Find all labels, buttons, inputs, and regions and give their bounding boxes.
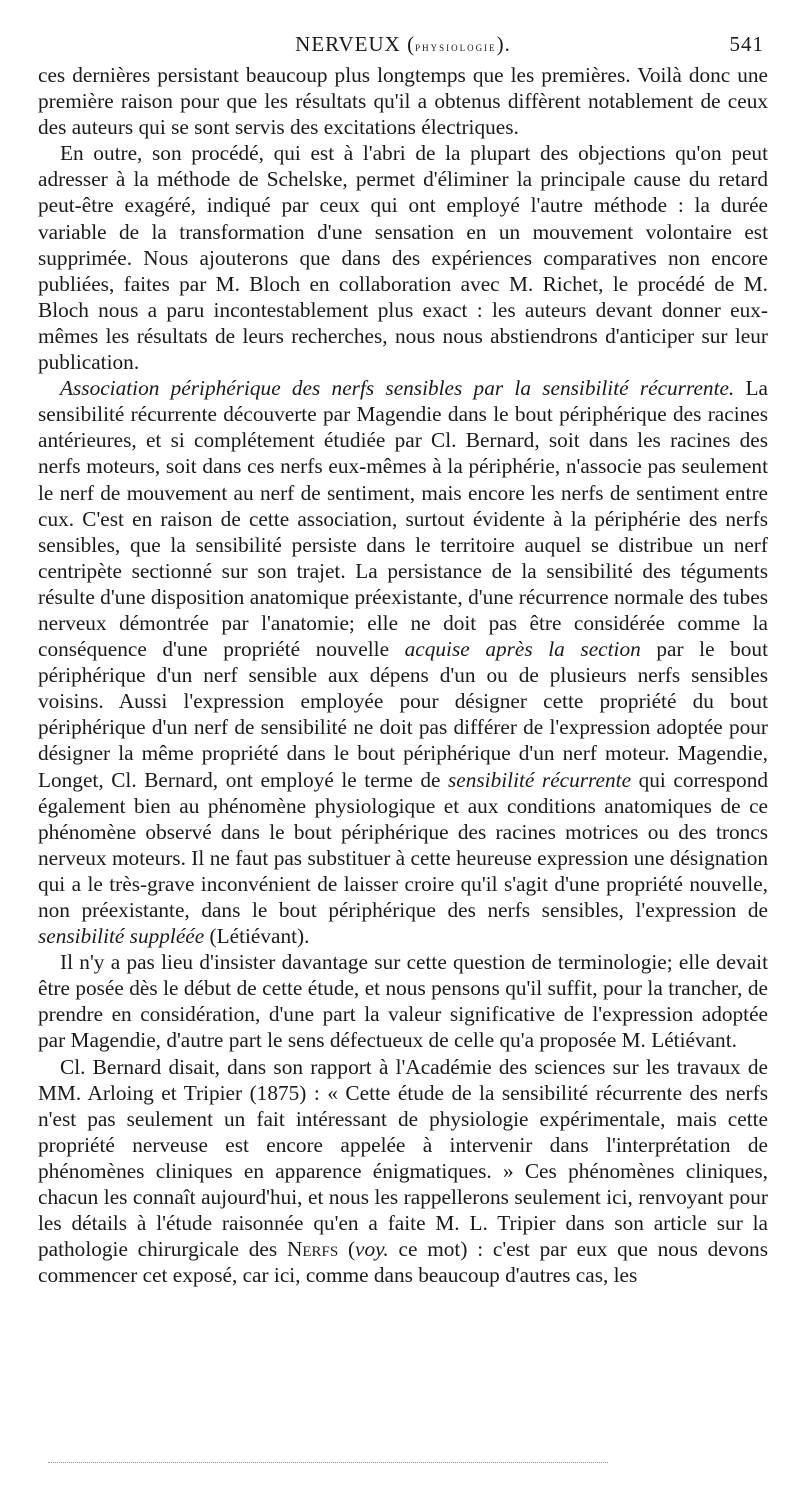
paragraph-3-part-d: (Létiévant). xyxy=(204,924,310,949)
body-text xyxy=(38,62,768,1288)
section-heading-italic: Association périphérique des nerfs sensibles par la sensibilité récurrente. xyxy=(60,376,735,401)
paragraph-3-part-a: La sensibilité récurrente découverte par Magendie dans le bout périphérique des racines antérieures, et si complétement étudiée par Cl. Bernard, soit dans les racines des nerfs moteurs, soit dans ces nerfs eux-mêmes à la périphérie, n'associe pas seulement le nerf de mouvement au nerf de sentiment, mais encore les nerfs de sentiment entre cux. C'est en raison de cette association, surtout évidente à la périphérie des nerfs sensibles, que la sensibilité persiste dans le territoire auquel se distribue un nerf centripète sectionné sur son trajet. La persistance de la sensibilité des téguments résulte d'une disposition anatomique préexistante, d'une récurrence normale des tubes nerveux démontrée par l'anatomie; elle ne doit pas être considérée comme la conséquence d'une propriété nouvelle xyxy=(38,376,768,662)
paragraph-1: ces dernières persistant beaucoup plus longtemps que les premières. Voilà donc une première raison pour que les résultats qu'il a obtenus diffèrent notablement de ceux des auteurs qui se sont servis des excitations électriques. xyxy=(38,63,768,140)
paragraph-3-italic-3: sensibilité récurrente xyxy=(448,767,632,792)
bottom-rule xyxy=(48,1462,608,1465)
paragraph-5-part-b: ( xyxy=(338,1237,356,1262)
paragraph-5-part-a: Cl. Bernard disait, dans son rapport à l'Académie des sciences sur les travaux de MM. Arloing et Tripier (1875) : « Cette étude de la sensibilité récurrente des nerfs n'est pas seulement un fait intéressant de physiologie expérimentale, mais cette propriété nerveuse est encore appelée à intervenir dans l'interprétation de phénomènes cliniques en apparence énigmatiques. » Ces phénomènes cliniques, chacun les connaît aujourd'hui, et nous les rappellerons seulement ici, renvoyant pour les détails à l'étude raisonnée qu'en a faite M. L. Tripier dans son article sur la pathologie chirurgicale des xyxy=(38,1054,768,1262)
document-page xyxy=(38,22,768,1288)
running-title xyxy=(38,32,768,57)
paragraph-3-part-c: qui correspond également bien au phénomène physiologique et aux conditions anatomiques de ce phénomène observé dans le bout périphérique des racines motrices ou des troncs nerveux moteurs. Il ne faut pas substituer à cette heureuse expression une désignation qui a le très-grave inconvénient de laisser croire qu'il s'agit d'une propriété nouvelle, non préexistante, dans le bout périphérique des nerfs sensibles, l'expression de xyxy=(38,767,768,922)
paragraph-3-italic-4: sensibilité suppléée xyxy=(38,924,205,949)
paragraph-2: En outre, son procédé, qui est à l'abri de la plupart des objections qu'on peut adresser à la méthode de Schelske, permet d'éliminer la principale cause du retard peut-être exagéré, indiqué par ceux qui ont employé l'autre méthode : la durée variable de la transformation d'une sensation en un mouvement volontaire est supprimée. Nous ajouterons que dans des expériences comparatives non encore publiées, faites par M. Bloch en collaboration avec M. Richet, le procédé de M. Bloch nous a paru incontestablement plus exact : les auteurs devant donner eux-mêmes les résultats de leurs recherches, nous nous abstiendrons d'anticiper sur leur publication. xyxy=(38,141,768,375)
paragraph-3 xyxy=(38,375,768,949)
running-head xyxy=(38,22,768,62)
running-title-main: NERVEUX xyxy=(295,32,401,56)
page-number: 541 xyxy=(729,32,764,56)
running-title-sub: physiologie xyxy=(415,39,497,54)
paragraph-3-italic-2: acquise après la section xyxy=(404,637,641,662)
paragraph-5 xyxy=(38,1054,768,1289)
running-title-close: ). xyxy=(496,32,511,56)
paragraph-4: Il n'y a pas lieu d'insister davantage sur cette question de terminologie; elle devait être posée dès le début de cette étude, et nous pensons qu'il suffit, pour la trancher, de prendre en considération, d'une part la valeur significative de l'expression adoptée par Magendie, d'autre part le sens défectueux de celle qu'a proposée M. Létiévant. xyxy=(38,950,768,1053)
paragraph-5-italic: voy. xyxy=(355,1237,389,1262)
paragraph-5-smallcaps: Nerfs xyxy=(286,1237,339,1262)
paragraph-5-part-c: ce mot) : c'est par eux que nous devons commencer cet exposé, car ici, comme dans beaucoup d'autres cas, les xyxy=(38,1237,768,1288)
running-title-open: ( xyxy=(407,32,416,56)
paragraph-3-part-b: par le bout périphérique d'un nerf sensible aux dépens d'un ou de plusieurs nerfs sensibles voisins. Aussi l'expression employée pour désigner cette propriété du bout périphérique d'un nerf de sensibilité ne doit pas différer de l'expression adoptée pour désigner la même propriété dans le bout périphérique d'un nerf moteur. Magendie, Longet, Cl. Bernard, ont employé le terme de xyxy=(38,637,768,792)
